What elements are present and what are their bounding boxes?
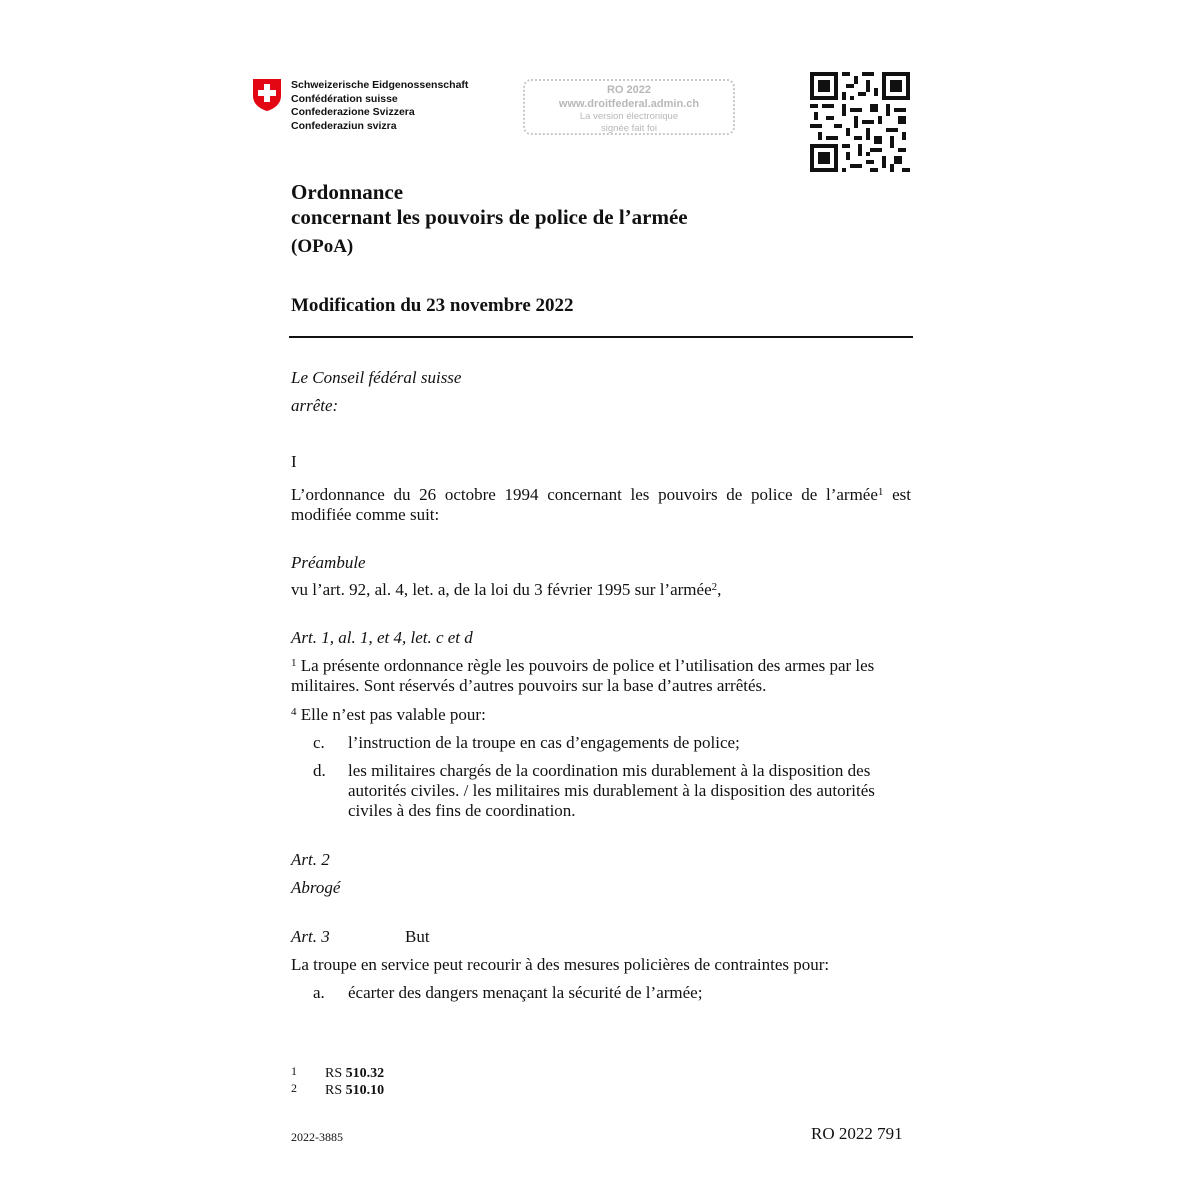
- confederation-line-fr: Confédération suisse: [291, 92, 398, 105]
- swiss-cross-shield-icon: [252, 78, 282, 112]
- preambule-text-body: vu l’art. 92, al. 4, let. a, de la loi du 3 février 1995 sur l’armée: [291, 580, 712, 599]
- list-item-text: l’instruction de la troupe en cas d’engagements de police;: [348, 733, 740, 752]
- preamble-decrees: arrête:: [291, 396, 339, 415]
- footnote-ref-1[interactable]: 1: [877, 486, 884, 498]
- art1-paragraph-1: [291, 656, 911, 696]
- document-number: 2022-3885: [291, 1130, 343, 1144]
- footnote-ref[interactable]: 510.32: [345, 1066, 385, 1081]
- section-numeral: I: [291, 452, 297, 471]
- confederation-line-rm: Confederaziun svizra: [291, 119, 397, 132]
- list-item-text: écarter des dangers menaçant la sécurité de l’armée;: [348, 983, 703, 1002]
- document-title: [291, 180, 688, 230]
- art1-paragraph-1-text: La présente ordonnance règle les pouvoirs de police et l’utilisation des armes par les militaires. Sont réservés d’autres pouvoirs sur la base d’autres arrêtés.: [291, 656, 875, 695]
- title-line-2: concernant les pouvoirs de police de l’armée: [291, 205, 688, 229]
- paragraph-number: 1: [291, 657, 297, 669]
- modification-date: Modification du 23 novembre 2022: [291, 295, 574, 316]
- art1-heading: Art. 1, al. 1, et 4, let. c et d: [291, 628, 473, 647]
- list-letter: c.: [313, 733, 325, 752]
- stamp-note-1: La version électronique: [579, 111, 679, 122]
- art2-text: Abrogé: [291, 878, 341, 897]
- footnote-number: 1: [291, 1064, 297, 1078]
- preambule-heading: Préambule: [291, 553, 366, 572]
- art2-heading: Art. 2: [291, 850, 330, 869]
- footnote-2: [291, 1080, 384, 1099]
- art3-intro: La troupe en service peut recourir à des mesures policières de contraintes pour:: [291, 955, 830, 974]
- confederation-names: [291, 79, 468, 133]
- title-divider: [289, 336, 913, 338]
- stamp-note-2: signée fait foi: [601, 123, 657, 134]
- footnote-prefix: RS: [325, 1066, 346, 1081]
- stamp-ro: RO 2022: [606, 84, 652, 96]
- art3-subject: But: [405, 927, 430, 946]
- ro-reference: RO 2022 791: [811, 1124, 903, 1143]
- confederation-line-de: Schweizerische Eidgenossenschaft: [291, 79, 469, 91]
- list-letter: d.: [313, 761, 326, 780]
- footnote-prefix: RS: [325, 1083, 346, 1098]
- title-line-1: Ordonnance: [291, 180, 404, 204]
- list-item-text: les militaires chargés de la coordination mis durablement à la disposition des autorités civiles. / les militaires mis durablement à la disposition des autorités civiles à des fins de coordination.: [348, 761, 875, 820]
- electronic-version-stamp: [523, 79, 735, 135]
- preamble-authority: Le Conseil fédéral suisse: [291, 368, 462, 387]
- preambule-text: [291, 580, 721, 600]
- list-letter: a.: [313, 983, 325, 1002]
- section-intro-text: L’ordonnance du 26 octobre 1994 concernant les pouvoirs de police de l’armée: [291, 485, 878, 504]
- qr-code-icon: [810, 72, 910, 172]
- confederation-line-it: Confederazione Svizzera: [291, 106, 415, 118]
- art3-heading: Art. 3: [291, 927, 330, 946]
- paragraph-number: 4: [291, 706, 297, 718]
- title-abbreviation: (OPoA): [291, 236, 354, 257]
- footnote-number: 2: [291, 1081, 297, 1095]
- art1-paragraph-4-text: Elle n’est pas valable pour:: [296, 705, 486, 724]
- footnote-ref-2[interactable]: 2: [711, 581, 718, 593]
- preambule-text-end: ,: [717, 580, 722, 599]
- stamp-url: www.droitfederal.admin.ch: [558, 98, 700, 110]
- section-intro: [291, 485, 911, 525]
- art1-paragraph-4: [291, 705, 486, 725]
- section-intro-text-end: est modifiée comme suit:: [291, 485, 911, 524]
- footnote-ref[interactable]: 510.10: [345, 1083, 385, 1098]
